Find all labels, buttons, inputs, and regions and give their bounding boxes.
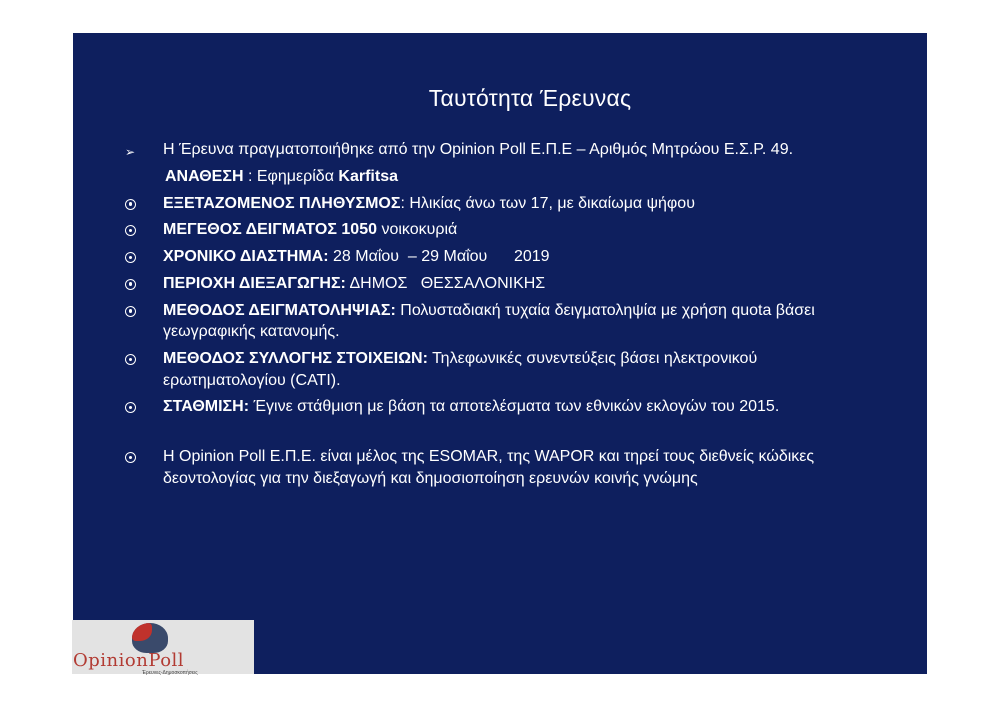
list-item [125,219,865,241]
slide-content [125,139,865,494]
item-text: ΔΗΜΟΣ ΘΕΣΣΑΛΟΝΙΚΗΣ [345,274,546,292]
intro-text: Η Έρευνα πραγματοποιήθηκε από την Opinion Poll Ε.Π.Ε – Αριθμός Μητρώου Ε.Σ.Ρ. 49. [163,141,794,158]
circled-dot-bullet-icon [125,199,136,210]
logo-tagline: Έρευνες-Δημοσκοπήσεις [142,670,198,676]
closing-text: Η Opinion Poll Ε.Π.Ε. είναι μέλος της ESOMAR, της WAPOR και τηρεί τους διεθνείς κώδικες δεοντολογίας για την διεξαγωγή και δημοσιοποίηση ερευνών κοινής γνώμης [163,448,815,487]
item-label: ΜΕΘΟΔΟΣ ΔΕΙΓΜΑΤΟΛΗΨΙΑΣ: [163,301,396,319]
item-label: ΣΤΑΘΜΙΣΗ: [163,398,250,416]
circled-dot-bullet-icon [125,279,136,290]
closing-item [125,446,865,489]
intro-item [125,139,865,161]
assignment-value: Karfitsa [338,167,398,185]
item-text: : Ηλικίας άνω των 17, με δικαίωμα ψήφου [400,194,695,212]
item-text: Έγινε στάθμιση με βάση τα αποτελέσματα των εθνικών εκλογών του 2015. [249,398,780,416]
arrowhead-bullet-icon: ➢ [125,145,136,159]
list-item [125,348,865,391]
item-text: Τηλεφωνικές συνεντεύξεις βάσει ηλεκτρονικού ερωτηματολογίου (CATI). [163,350,758,389]
list-item [125,396,865,418]
list-item [125,273,865,295]
spacer [125,423,865,446]
slide-title: Ταυτότητα Έρευνας [428,85,632,111]
item-label: ΜΕΘΟΔΟΣ ΣΥΛΛΟΓΗΣ ΣΤΟΙΧΕΙΩΝ: [163,350,428,368]
circled-dot-bullet-icon [125,225,136,236]
logo-name: OpinionPoll [73,650,185,671]
item-text: νοικοκυριά [377,221,458,239]
circled-dot-bullet-icon [125,402,136,413]
item-label: ΧΡΟΝΙΚΟ ΔΙΑΣΤΗΜΑ: [163,248,329,266]
item-text: 28 Μαΐου – 29 Μαΐου 2019 [328,248,550,266]
item-text: Πολυσταδιακή τυχαία δειγματοληψία με χρήση quota βάσει γεωγραφικής κατανομής. [163,301,815,341]
item-label: ΜΕΓΕΘΟΣ ΔΕΙΓΜΑΤΟΣ 1050 [163,221,377,239]
circled-dot-bullet-icon [125,452,136,463]
list-item [125,193,865,215]
assignment-separator: : Εφημερίδα [243,167,339,185]
assignment-label: ΑΝΑΘΕΣΗ [165,167,244,185]
assignment-line [125,166,865,188]
list-item [125,300,865,343]
list-item [125,246,865,268]
slide [73,33,927,674]
opinion-poll-logo [72,620,254,674]
circled-dot-bullet-icon [125,354,136,365]
circled-dot-bullet-icon [125,306,136,317]
circled-dot-bullet-icon [125,252,136,263]
item-label: ΕΞΕΤΑΖΟΜΕΝΟΣ ΠΛΗΘΥΣΜΟΣ [163,194,401,212]
item-label: ΠΕΡΙΟΧΗ ΔΙΕΞΑΓΩΓΗΣ: [163,274,346,292]
logo-globe-icon [132,623,168,653]
